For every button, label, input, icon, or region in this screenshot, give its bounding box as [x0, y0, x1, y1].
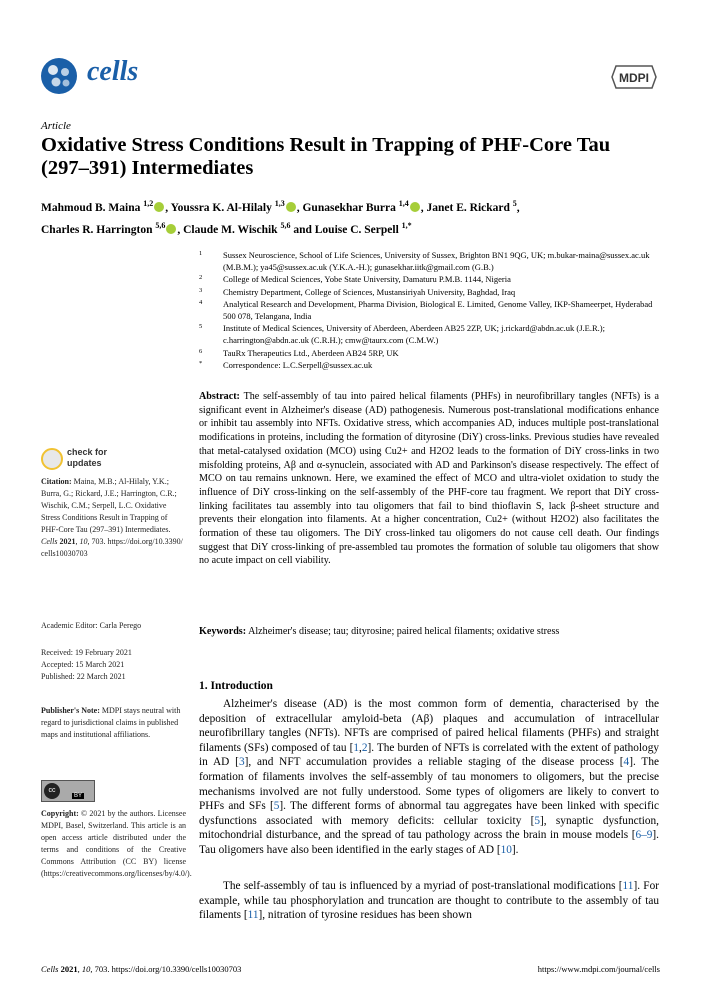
affiliation-item: 4 Analytical Research and Development, Pharma Division, Biological E. Limited, Genome Valley, IKP-Shameerpet, Hyderabad 500 078, Telangana, India [199, 298, 653, 322]
reference-link[interactable]: 5 [273, 800, 280, 813]
affiliations [199, 249, 659, 371]
reference-link[interactable]: 3 [238, 756, 245, 769]
section-heading: 1. Introduction [199, 680, 273, 692]
affiliation-item: * Correspondence: L.C.Serpell@sussex.ac.uk [199, 359, 373, 370]
by-icon: BY [74, 793, 83, 799]
affiliation-item: 6 TauRx Therapeutics Ltd., Aberdeen AB24 5RP, UK [199, 347, 399, 358]
affiliation-item: 5 Institute of Medical Sciences, University of Aberdeen, Aberdeen AB25 2ZP, UK; j.rickard@abdn.ac.uk (J.E.R.); c.harrington@abdn.ac.uk (C.R.H.); cmw@taurx.com (C.M.W.) [199, 323, 605, 346]
reference-link[interactable]: 11 [622, 880, 634, 892]
author-affiliation-marks: 5,6 [280, 220, 291, 230]
author-name: Mahmoud B. Maina $^{1,2}$ [41, 199, 154, 214]
reference-link[interactable]: 2 [361, 741, 368, 754]
check-updates-icon [41, 448, 63, 470]
author-affiliation-marks: 1,2 [143, 199, 154, 208]
footer-doi-link[interactable]: https://doi.org/10.3390/cells10030703 [111, 964, 242, 974]
article-title: Oxidative Stress Conditions Result in Trapping of PHF-Core Tau (297–391) Intermediates [41, 134, 611, 179]
reference-link[interactable]: 6–9 [635, 829, 653, 842]
intro-paragraph-1: Alzheimer's disease (AD) is the most common form of dementia, characterised by the deposition of extracellular amyloid-beta (Aβ) plaques and accumulation of intracellular neurofibrillary tangles (NFTs). NFTs are comprised of paired helical filaments (PHFs) and straight filaments (SFs) composed of tau [1,2]. The burden of NFTs is correlated with the extent of pathology in AD [3], and NFT accumulation provides a reliable staging of the disease process [4]. The formation of filaments involves the self-assembly of tau monomers to oligomers, but the precise mechanisms involved are not fully understood. Some types of oligomers are likely to convert to PHFs and SFs [5]. The different forms of abnormal tau aggregates have been linked with specific dysfunctions associated with memory deficits: cellular toxicity [5], synaptic dysfunction, mitochondrial disturbance, and the spread of tau pathology across the brain in mouse models [6–9]. Tau oligomers have also been identified in the early stages of AD [10]. [199, 698, 660, 856]
author-name: Charles R. Harrington $^{5,6}$ [41, 220, 166, 236]
citation-block: Citation: Maina, M.B.; Al-Hilaly, Y.K.; Burra, G.; Rickard, J.E.; Harrington, C.R.; Wischik, C.M.; Serpell, L.C. Oxidative Stress Conditions Result in Trapping of PHF-Core Tau (297–391) Intermediates. Cells 2021, 10, 703. https://doi.org/10.3390/cells10030703 [41, 477, 183, 558]
citation-doi-link[interactable]: https://doi.org/10.3390/cells10030703 [41, 537, 183, 558]
orcid-icon[interactable] [410, 202, 420, 212]
author-name: Louise C. Serpell $^{1,*}$ [314, 220, 412, 236]
reference-link[interactable]: 11 [247, 909, 259, 922]
author-affiliation-marks: 5 [512, 199, 517, 208]
check-for-updates-button[interactable]: check for updates [41, 444, 131, 474]
orcid-icon[interactable] [166, 224, 176, 234]
cc-icon: cc [44, 783, 60, 799]
publishers-note: Publisher's Note: MDPI stays neutral with regard to jurisdictional claims in published maps and institutional affiliations. [41, 706, 181, 739]
author-name: Janet E. Rickard $^5$ [426, 199, 517, 214]
academic-editor: Academic Editor: Carla Perego [41, 621, 142, 630]
author-list: Mahmoud B. Maina $^{1,2}$ , Youssra K. Al-Hilaly $^{1,3}$ , Gunasekhar Burra $^{1,4}$ , Janet E. Rickard $^5$, Charles R. Harrington $^{5,6}$ , Claude M. Wischik $^{5,6}$ and Louise C. Serpell $^{1,*}$ [41, 199, 520, 236]
reference-link[interactable]: 10 [500, 843, 512, 856]
author-name: Youssra K. Al-Hilaly $^{1,3}$ [170, 199, 285, 214]
reference-link[interactable]: 5 [534, 814, 541, 827]
author-affiliation-marks: 1,3 [274, 199, 285, 208]
journal-name[interactable]: cells [87, 56, 139, 87]
copyright-notice: Copyright: © 2021 by the authors. Licensee MDPI, Basel, Switzerland. This article is an open access article distributed under the terms and conditions of the Creative Commons Attribution (CC BY) license (https://creativecommons.org/licenses/by/4.0/). [41, 809, 192, 878]
affiliation-item: 2 College of Medical Sciences, Yobe State University, Damaturu P.M.B. 1144, Nigeria [199, 274, 511, 285]
footer-citation: Cells 2021, 10, 703. https://doi.org/10.3390/cells10030703 [41, 964, 242, 974]
author-affiliation-marks: 5,6 [155, 220, 166, 230]
author-affiliation-marks: 1,* [401, 220, 412, 230]
cc-by-license-badge[interactable] [41, 780, 95, 802]
author-name: Gunasekhar Burra $^{1,4}$ [302, 199, 409, 214]
mdpi-logo[interactable] [610, 62, 658, 92]
publication-dates: Received: 19 February 2021 Accepted: 15 March 2021 Published: 22 March 2021 [41, 648, 132, 681]
orcid-icon[interactable] [286, 202, 296, 212]
abstract: Abstract: The self-assembly of tau into paired helical filaments (PHFs) in neurofibrillary tangles (NFTs) is a significant event in Alzheimer's disease (AD) pathogenesis. Numerous post-translational modifications enhance or inhibit tau assembly into NFTs. Oxidative stress, which accompanies AD, induces multiple post-translational modifications in proteins, including the formation of dityrosine (DiY) cross-links. Previous studies have revealed that metal-catalysed oxidation (MCO) using Cu2+ and H2O2 leads to the formation of DiY cross-links in two misfolding proteins, Aβ and α-synuclein, associated with AD and Parkinson's disease respectively. The effect of MCO on tau remains unknown. Here, we examined the effect of MCO and ultra-violet oxidation to study the influence of DiY cross-linking on the self-assembly of the PHF-core tau fragment. We report that DiY cross-linking facilitates tau assembly into tau oligomers that fail to bind thioflavin S, lack β-sheet structure and prevents their elongation into filaments. At a higher concentration, Cu2+ (without H2O2) also facilitates the formation of these tau oligomers. The DiY cross-linked tau oligomers do not cause cell death. Our findings suggest that DiY cross-linking of pre-assembled tau promotes the formation of soluble tau oligomers that show no acute impact on cell viability. [199, 391, 659, 567]
journal-logo [41, 58, 77, 94]
author-name: Claude M. Wischik $^{5,6}$ [183, 220, 291, 236]
author-affiliation-marks: 1,4 [398, 199, 409, 208]
reference-link[interactable]: 1 [353, 741, 359, 754]
keywords: Keywords: Alzheimer's disease; tau; dityrosine; paired helical filaments; oxidative stress [199, 626, 560, 637]
footer-journal-link[interactable]: https://www.mdpi.com/journal/cells [537, 964, 660, 974]
affiliation-item: 1 Sussex Neuroscience, School of Life Sciences, University of Sussex, Brighton BN1 9QG, UK; m.bukar-maina@sussex.ac.uk (M.B.M.); ya45@sussex.ac.uk (Y.K.A.-H.); gunasekhar.iitk@gmail.com (G.B.) [199, 250, 650, 273]
affiliation-item: 3 Chemistry Department, College of Sciences, Mustansiriyah University, Baghdad, Iraq [199, 286, 516, 297]
orcid-icon[interactable] [154, 202, 164, 212]
article-type: Article [41, 120, 71, 132]
svg-text:MDPI: MDPI [619, 71, 649, 85]
reference-link[interactable]: 4 [623, 756, 630, 769]
intro-paragraph-2: The self-assembly of tau is influenced by a myriad of post-translational modifications [11]. For example, while tau phosphorylation and truncation are thought to contribute to the assembly of tau filaments [11], nitration of tyrosine residues has been shown [199, 880, 660, 922]
